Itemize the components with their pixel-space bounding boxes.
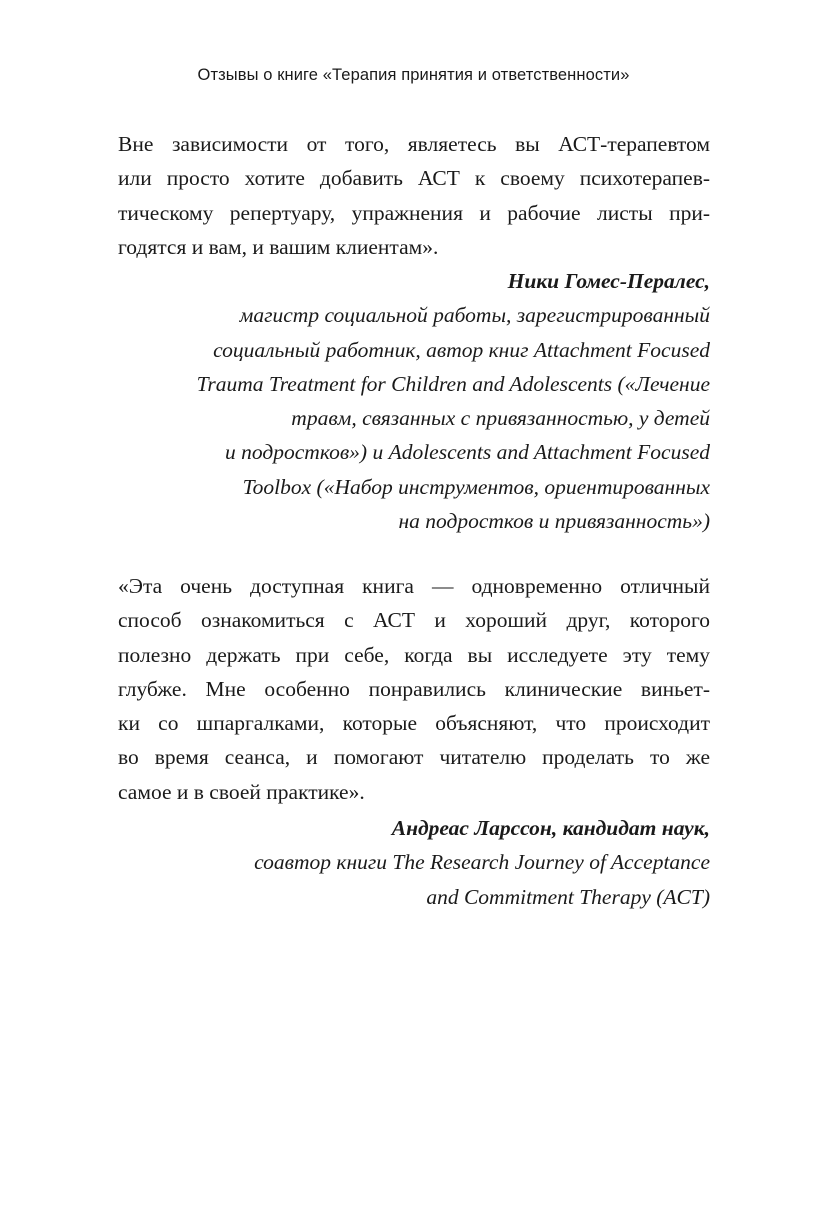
attribution-1-line: травм, связанных с привязанностью, у детей [291,406,710,431]
attribution-2 [110,811,710,914]
attribution-2-name: Андреас Ларссон, кандидат наук, [391,816,710,840]
attribution-1-line: магистр социальной работы, зарегистрированный [239,303,710,328]
quote-2-line: полезно держать при себе, когда вы исследуете эту тему [118,642,710,667]
attribution-1-line: на подростков и привязанность») [398,509,710,534]
quote-2-line: ки со шпаргалками, которые объясняют, что происходит [118,711,710,736]
quote-2 [118,569,710,809]
quote-1-line: Вне зависимости от того, являетесь вы АСТ-терапевтом [118,132,710,156]
quote-2-line: «Эта очень доступная книга — одновременно отличный [118,574,710,598]
quote-1-line: или просто хотите добавить АСТ к своему психотерапев- [118,166,710,191]
running-head: Отзывы о книге «Терапия принятия и ответственности» [197,66,630,84]
attribution-2-line: соавтор книги The Research Journey of Acceptance [254,850,710,875]
quote-2-line: глубже. Мне особенно понравились клинические виньет- [118,676,710,701]
attribution-1-name: Ники Гомес-Пералес, [507,269,710,293]
quote-2-line: самое и в своей практике». [118,779,365,804]
attribution-1-line: и подростков») и Adolescents and Attachment Focused [225,440,710,465]
quote-2-line: во время сеанса, и помогают читателю проделать то же [118,745,710,770]
attribution-1 [110,264,710,538]
quote-1 [118,127,710,264]
attribution-1-line: социальный работник, автор книг Attachment Focused [213,337,710,362]
attribution-2-line: and Commitment Therapy (ACT) [426,884,710,909]
attribution-1-line: Trauma Treatment for Children and Adolescents («Лечение [196,371,710,396]
quote-1-line: тическому репертуару, упражнения и рабочие листы при- [118,200,710,225]
quote-2-line: способ ознакомиться с АСТ и хороший друг, которого [118,608,710,633]
attribution-1-line: Toolbox («Набор инструментов, ориентированных [242,474,710,499]
quote-1-line: годятся и вам, и вашим клиентам». [118,234,439,259]
